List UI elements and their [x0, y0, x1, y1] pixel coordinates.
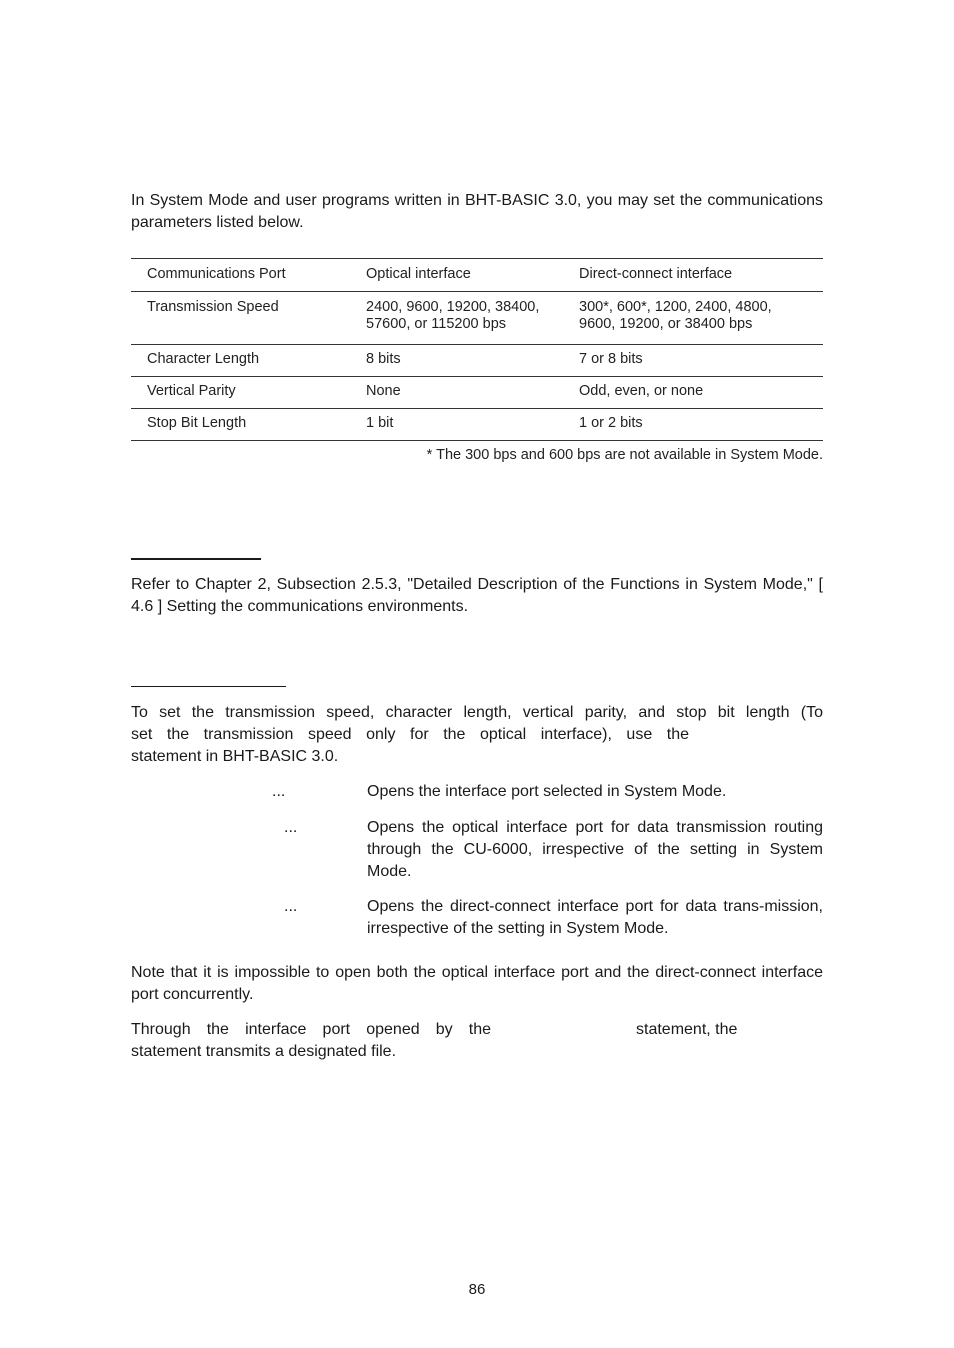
table-header-row [131, 258, 823, 291]
transmit-line-part: Through the interface port opened by the [131, 1021, 491, 1038]
program-intro-line: set the transmission speed only for the optical interface), use the [131, 726, 689, 743]
table-row [131, 408, 823, 441]
header-cell: Direct-connect interface [579, 266, 733, 282]
table-row [131, 344, 823, 376]
transmit-line-part: statement, the [636, 1021, 738, 1038]
table-cell: 1 or 2 bits [579, 415, 643, 431]
table-row [131, 291, 823, 344]
option-ellipsis: ... [272, 783, 286, 800]
option-ellipsis: ... [284, 819, 298, 836]
table-cell: Transmission Speed [147, 299, 279, 315]
table-cell: None [366, 383, 401, 399]
system-mode-reference: Refer to Chapter 2, Subsection 2.5.3, "Detailed Description of the Functions in System Mode," [ 4.6 ] Setting the communications environments. [131, 576, 823, 615]
option-description: Opens the interface port selected in System Mode. [367, 783, 727, 800]
comm-params-table [131, 258, 823, 441]
page-number: 86 [468, 1281, 486, 1298]
section-heading-rule [131, 558, 261, 560]
section-heading-rule [131, 686, 286, 687]
concurrency-note: Note that it is impossible to open both the optical interface port and the direct-connect interface port concurrently. [131, 964, 823, 1003]
table-cell: Stop Bit Length [147, 415, 247, 431]
option-description: Opens the optical interface port for data transmission routing through the CU-6000, irrespective of the setting in System Mode. [367, 819, 823, 880]
transmit-line-part: statement transmits a designated file. [131, 1043, 397, 1060]
intro-paragraph: In System Mode and user programs written in BHT-BASIC 3.0, you may set the communications parameters listed below. [131, 192, 823, 231]
table-cell: Character Length [147, 351, 260, 367]
table-cell: 2400, 9600, 19200, 38400, 57600, or 115200 bps [366, 299, 540, 332]
table-cell: 1 bit [366, 415, 394, 431]
program-intro-line: To set the transmission speed, character length, vertical parity, and stop bit length (To [131, 704, 823, 721]
header-cell: Communications Port [147, 266, 286, 282]
table-cell: 300*, 600*, 1200, 2400, 4800, 9600, 19200, or 38400 bps [579, 299, 772, 332]
table-cell: Vertical Parity [147, 383, 236, 399]
option-description: Opens the direct-connect interface port for data trans-mission, irrespective of the setting in System Mode. [367, 898, 823, 937]
header-cell: Optical interface [366, 266, 471, 282]
table-footnote: * The 300 bps and 600 bps are not available in System Mode. [426, 447, 823, 463]
option-ellipsis: ... [284, 898, 298, 915]
table-cell: 7 or 8 bits [579, 351, 643, 367]
table-cell: Odd, even, or none [579, 383, 704, 399]
table-cell: 8 bits [366, 351, 401, 367]
program-intro-line: statement in BHT-BASIC 3.0. [131, 748, 339, 765]
table-row [131, 376, 823, 408]
